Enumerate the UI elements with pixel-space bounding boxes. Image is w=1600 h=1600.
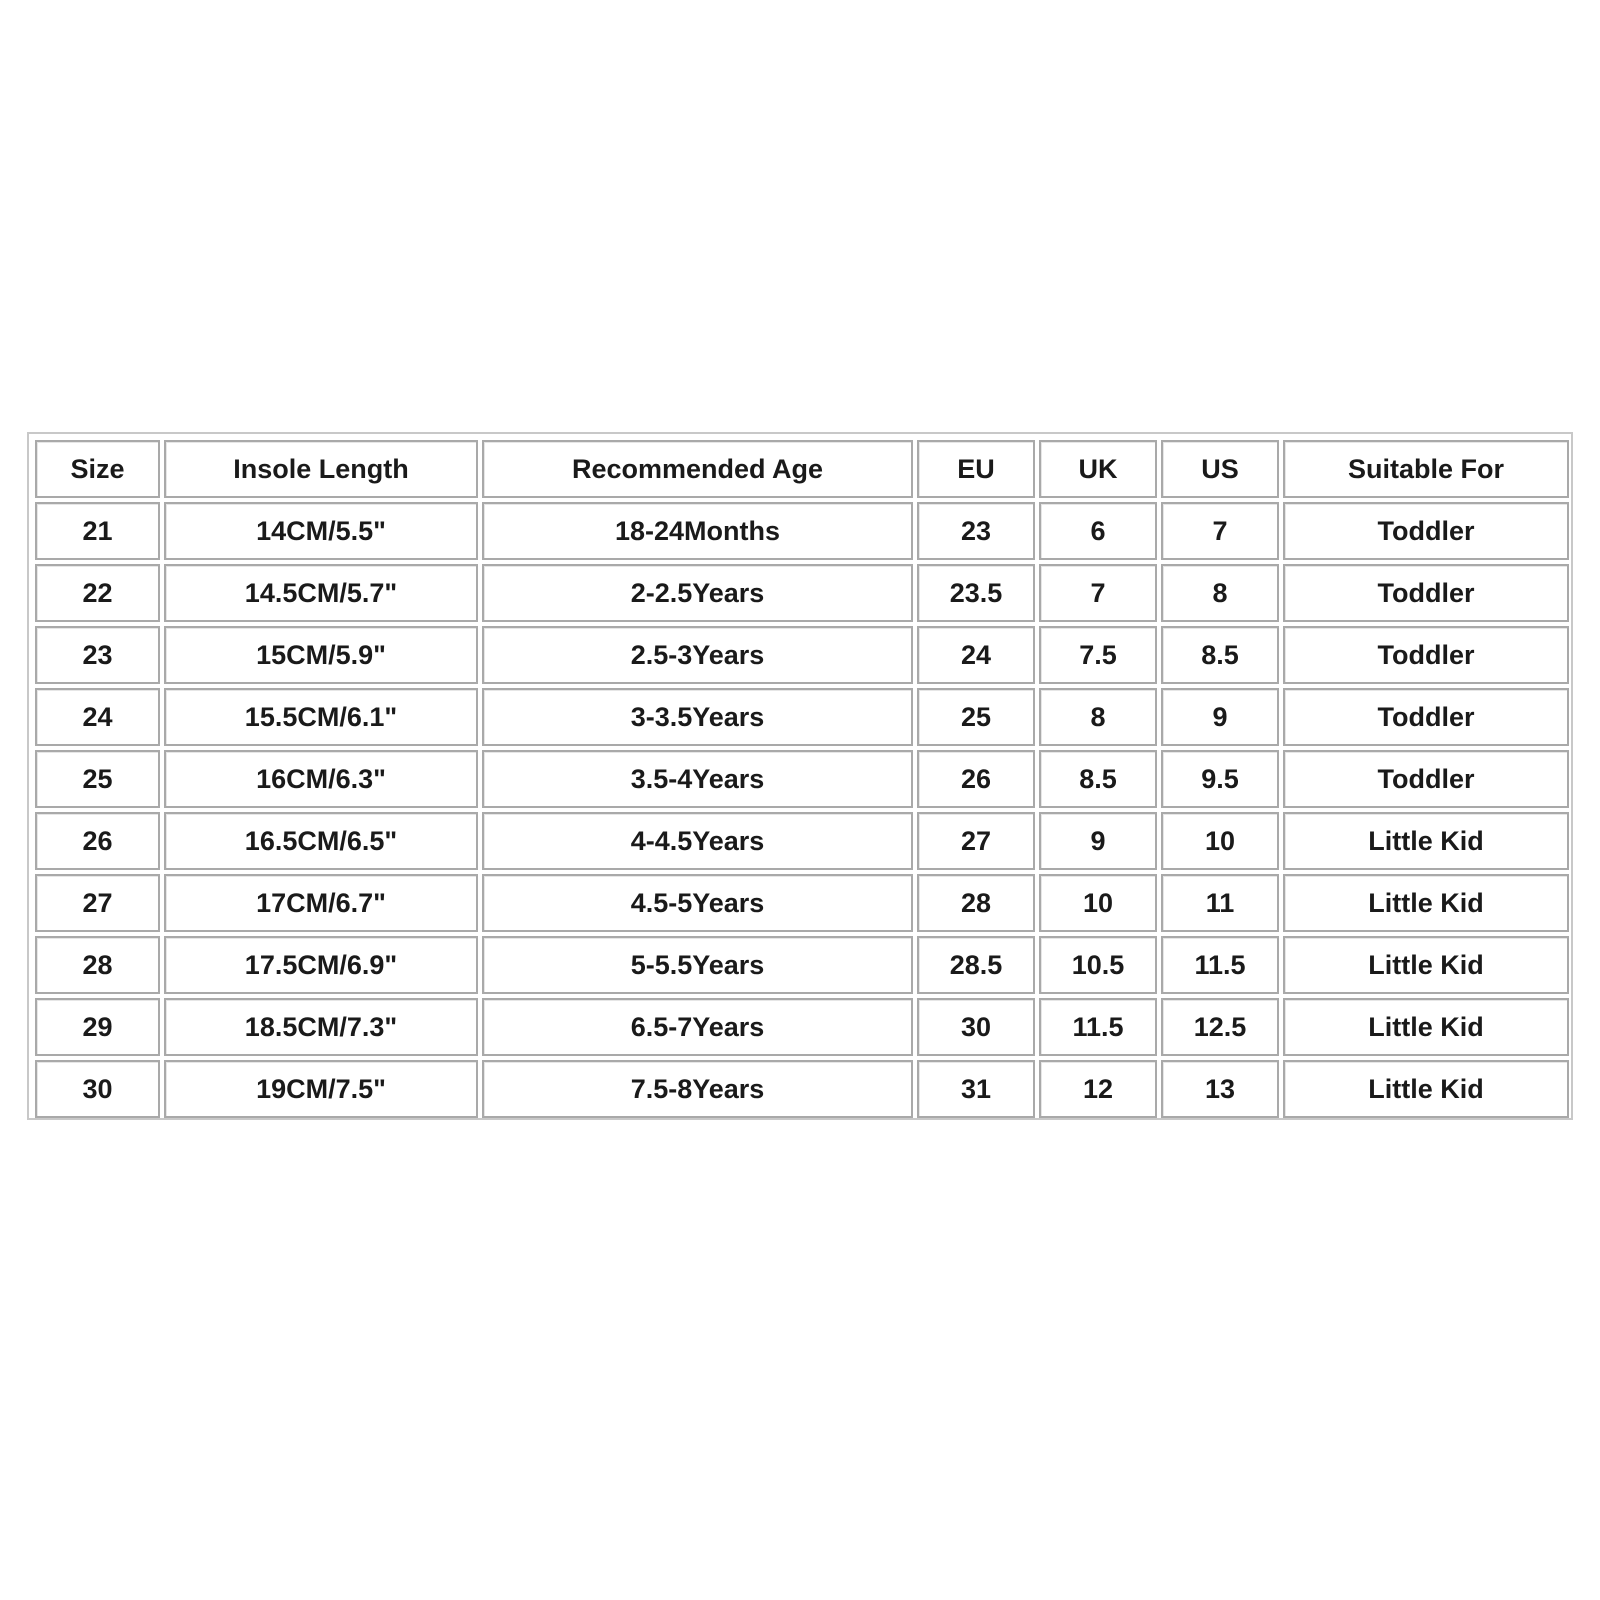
cell-suitable-for: Toddler	[1283, 688, 1569, 746]
cell-suitable-for: Little Kid	[1283, 936, 1569, 994]
cell-recommended-age: 2-2.5Years	[482, 564, 913, 622]
cell-recommended-age: 5-5.5Years	[482, 936, 913, 994]
cell-suitable-for: Little Kid	[1283, 874, 1569, 932]
cell-us: 12.5	[1161, 998, 1279, 1056]
cell-recommended-age: 6.5-7Years	[482, 998, 913, 1056]
cell-size: 28	[35, 936, 160, 994]
cell-us: 7	[1161, 502, 1279, 560]
cell-recommended-age: 7.5-8Years	[482, 1060, 913, 1118]
cell-recommended-age: 2.5-3Years	[482, 626, 913, 684]
cell-insole-length: 16.5CM/6.5"	[164, 812, 478, 870]
cell-recommended-age: 3-3.5Years	[482, 688, 913, 746]
cell-us: 11.5	[1161, 936, 1279, 994]
cell-eu: 26	[917, 750, 1035, 808]
cell-eu: 24	[917, 626, 1035, 684]
cell-eu: 27	[917, 812, 1035, 870]
cell-insole-length: 18.5CM/7.3"	[164, 998, 478, 1056]
cell-insole-length: 17.5CM/6.9"	[164, 936, 478, 994]
cell-insole-length: 14.5CM/5.7"	[164, 564, 478, 622]
cell-insole-length: 19CM/7.5"	[164, 1060, 478, 1118]
cell-insole-length: 15.5CM/6.1"	[164, 688, 478, 746]
cell-size: 21	[35, 502, 160, 560]
cell-uk: 8	[1039, 688, 1157, 746]
cell-suitable-for: Toddler	[1283, 626, 1569, 684]
cell-eu: 23	[917, 502, 1035, 560]
cell-eu: 25	[917, 688, 1035, 746]
cell-size: 25	[35, 750, 160, 808]
cell-size: 27	[35, 874, 160, 932]
cell-us: 8.5	[1161, 626, 1279, 684]
header-suitable-for: Suitable For	[1283, 440, 1569, 498]
cell-recommended-age: 18-24Months	[482, 502, 913, 560]
cell-eu: 28	[917, 874, 1035, 932]
cell-suitable-for: Toddler	[1283, 502, 1569, 560]
cell-insole-length: 17CM/6.7"	[164, 874, 478, 932]
size-chart	[27, 432, 1573, 1120]
cell-insole-length: 16CM/6.3"	[164, 750, 478, 808]
cell-us: 9	[1161, 688, 1279, 746]
cell-us: 11	[1161, 874, 1279, 932]
size-chart-table	[31, 436, 1573, 1122]
header-row	[35, 440, 1569, 498]
cell-size: 30	[35, 1060, 160, 1118]
cell-suitable-for: Little Kid	[1283, 812, 1569, 870]
cell-us: 9.5	[1161, 750, 1279, 808]
cell-us: 8	[1161, 564, 1279, 622]
cell-uk: 6	[1039, 502, 1157, 560]
cell-size: 26	[35, 812, 160, 870]
header-eu: EU	[917, 440, 1035, 498]
cell-uk: 9	[1039, 812, 1157, 870]
cell-uk: 10.5	[1039, 936, 1157, 994]
header-recommended-age: Recommended Age	[482, 440, 913, 498]
cell-size: 23	[35, 626, 160, 684]
table-row	[35, 812, 1569, 870]
cell-suitable-for: Little Kid	[1283, 998, 1569, 1056]
table-row	[35, 688, 1569, 746]
header-uk: UK	[1039, 440, 1157, 498]
table-row	[35, 874, 1569, 932]
table-row	[35, 750, 1569, 808]
table-row	[35, 564, 1569, 622]
table-row	[35, 626, 1569, 684]
cell-eu: 23.5	[917, 564, 1035, 622]
table-row	[35, 936, 1569, 994]
header-size: Size	[35, 440, 160, 498]
cell-suitable-for: Little Kid	[1283, 1060, 1569, 1118]
cell-eu: 28.5	[917, 936, 1035, 994]
cell-insole-length: 14CM/5.5"	[164, 502, 478, 560]
table-row	[35, 1060, 1569, 1118]
cell-size: 24	[35, 688, 160, 746]
cell-recommended-age: 4.5-5Years	[482, 874, 913, 932]
cell-size: 22	[35, 564, 160, 622]
cell-suitable-for: Toddler	[1283, 564, 1569, 622]
table-row	[35, 502, 1569, 560]
cell-eu: 30	[917, 998, 1035, 1056]
cell-size: 29	[35, 998, 160, 1056]
header-insole-length: Insole Length	[164, 440, 478, 498]
cell-recommended-age: 3.5-4Years	[482, 750, 913, 808]
header-us: US	[1161, 440, 1279, 498]
cell-suitable-for: Toddler	[1283, 750, 1569, 808]
cell-uk: 8.5	[1039, 750, 1157, 808]
cell-uk: 12	[1039, 1060, 1157, 1118]
cell-uk: 7.5	[1039, 626, 1157, 684]
cell-eu: 31	[917, 1060, 1035, 1118]
table-header	[35, 440, 1569, 498]
cell-uk: 11.5	[1039, 998, 1157, 1056]
cell-recommended-age: 4-4.5Years	[482, 812, 913, 870]
cell-us: 10	[1161, 812, 1279, 870]
cell-us: 13	[1161, 1060, 1279, 1118]
table-row	[35, 998, 1569, 1056]
cell-uk: 10	[1039, 874, 1157, 932]
cell-uk: 7	[1039, 564, 1157, 622]
cell-insole-length: 15CM/5.9"	[164, 626, 478, 684]
table-body	[35, 502, 1569, 1118]
